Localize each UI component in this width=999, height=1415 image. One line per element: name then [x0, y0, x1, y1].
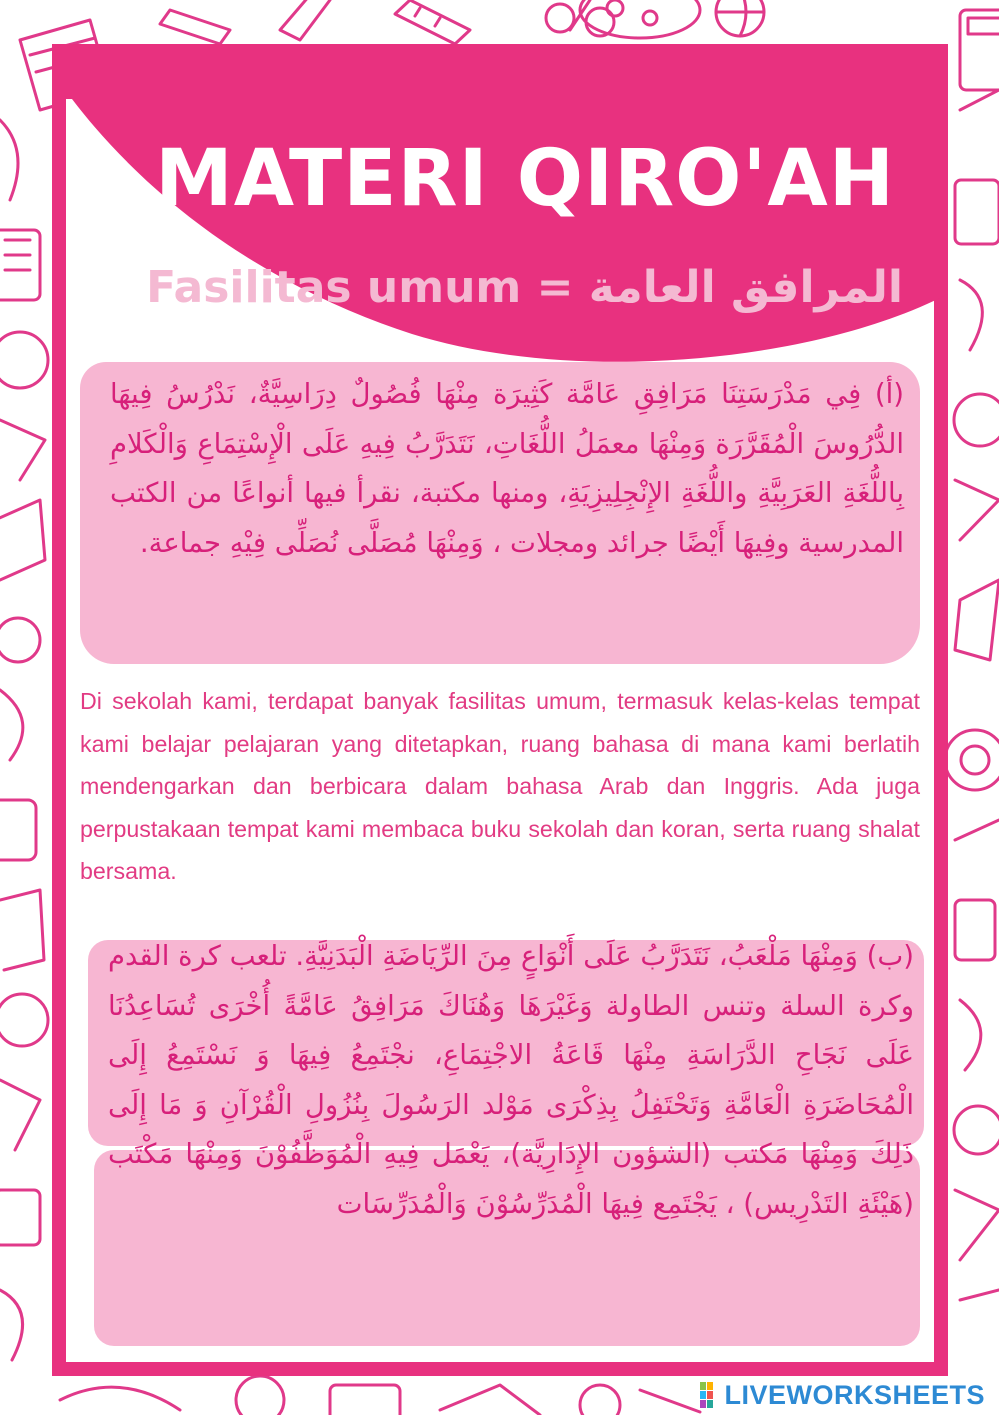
ruler-doodle-icon — [395, 0, 470, 44]
page-subtitle — [146, 262, 903, 313]
paragraph-b-arabic: (ب) وَمِنْهَا مَلْعَبُ، نَتَدَرَّبُ عَلَى أَنْوَاعٍ مِنَ الرِّيَاضَةِ الْبَدَنِيَّةِ. تلعب كرة القدم وكرة السلة وتنس الطاولة وَغَيْرَهَا وَهُنَاكَ مَرَافِقُ عَامَّةً أُخْرَى تُسَاعِدُنَا عَلَى نَجَاحِ الدَّرَاسَةِ مِنْهَا قَاعَةُ الاجْتِمَاعِ، نجْتَمِعُ فِيهَا وَ نَسْتَمِعُ إِلَى الْمُحَاضَرَةِ الْعَامَّةِ وَتَحْتَفِلُ بِذِكْرَى مَوْلد الرَسُولَ بِنُزُولِ الْقُرْآنِ وَ مَا إِلَى ذَلِكَ وَمِنْهَا مَكتب (الشؤون الإِدَارِيَّة)، يَعْمَل فِيهِ الْمُوَظَّفُوْنَ وَمِنْهَا مَكْتَب (هَيْئَةِ التَدْرِيس) ، يَجْتَمِع فِيهَا الْمُدَرِّسُوْنَ وَالْمُدَرِّسَات — [108, 940, 914, 1220]
calculator-doodle-icon — [960, 10, 999, 90]
right-side-doodles — [945, 90, 999, 1300]
bottom-doodles — [60, 1376, 700, 1415]
palette-doodle-icon — [580, 0, 700, 38]
paragraph-a-translation: Di sekolah kami, terdapat banyak fasilitas umum, termasuk kelas-kelas tempat kami belajar pelajaran yang ditetapkan, ruang bahasa di mana kami berlatih mendengarkan dan berbicara dalam bahasa Arab dan Inggris. Ada juga perpustakaan tempat kami membaca buku sekolah dan koran, serta ruang shalat bersama. — [80, 688, 920, 884]
paragraph-a-arabic: (أ) فِي مَدْرَسَتِنَا مَرَافِقِ عَامَّة كَثِيرَة مِنْهَا فُصُولٌ دِرَاسِيَّةٌ، نَدْرُسُ فِيهَا الدُّرُوسَ الْمُقَرَّرَة وَمِنْهَا معمَلُ اللُّغَاتِ، نَتَدَرَّبُ فِيهِ عَلَى الْإِسْتِمَاعِ وَالْكَلامِ بِاللُّغَةِ العَرَبِيَّةِ واللُّغَةِ الإِنْجِلِيزِيَةِ، ومنها مكتبة، نقرأ فيها أنواعًا من الكتب المدرسية وفِيهَا أَيْضًا جرائد ومجلات ، وَمِنْهَا مُصَلَّى نُصَلِّى فِيْهِ جماعة. — [110, 378, 904, 559]
liveworksheets-brand: LIVEWORKSHEETS — [724, 1379, 985, 1410]
subtitle-latin: Fasilitas umum = — [146, 262, 574, 313]
liveworksheets-logo-icon — [700, 1382, 720, 1408]
globe-doodle-icon — [716, 0, 764, 36]
left-side-doodles — [0, 120, 48, 1360]
subtitle-arabic: المرافق العامة — [588, 262, 903, 313]
pencil-doodle-icon — [160, 0, 330, 44]
page-title: MATERI QIRO'AH — [155, 134, 895, 224]
liveworksheets-logo — [700, 1378, 985, 1412]
